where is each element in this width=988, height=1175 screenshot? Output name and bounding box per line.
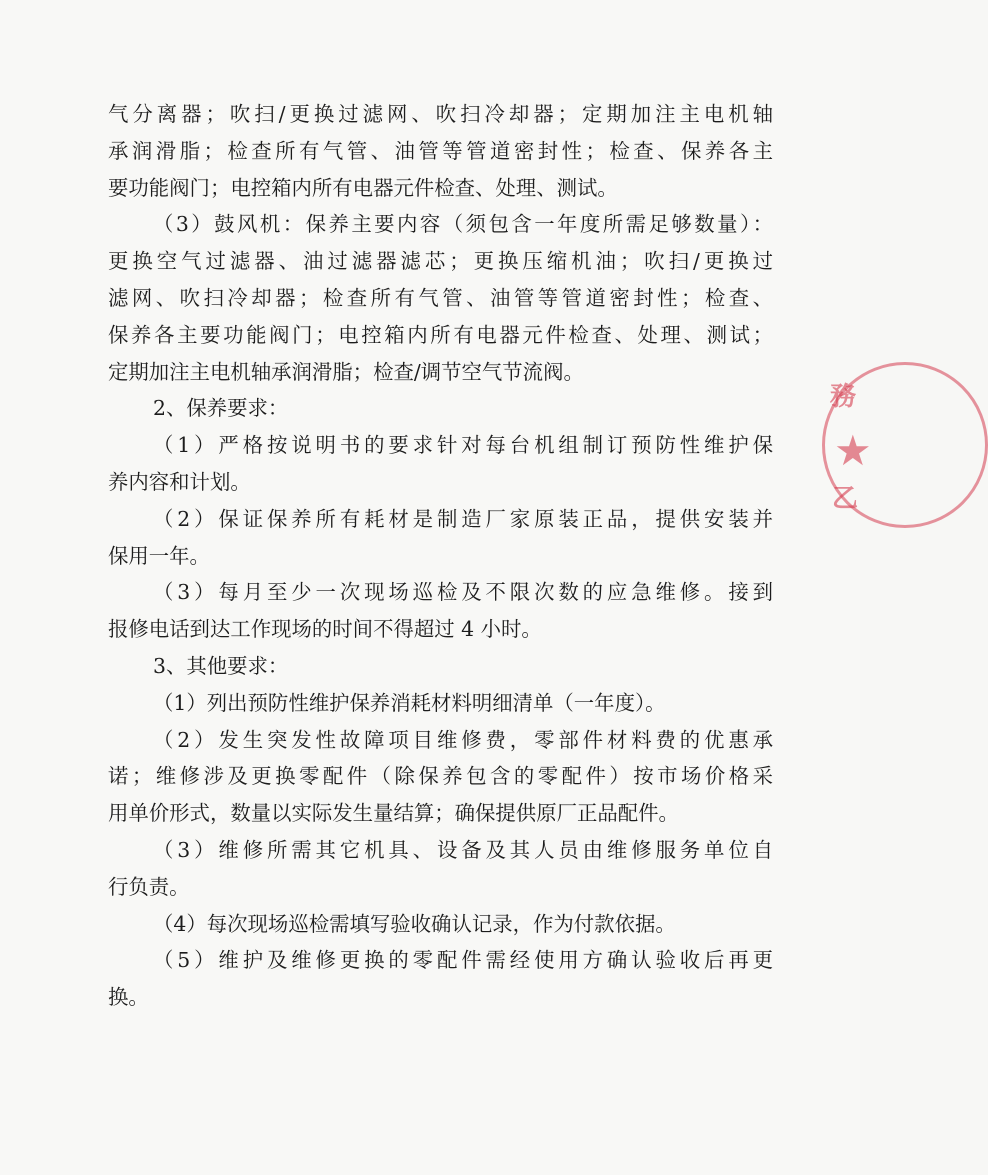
body-line: （5）维护及维修更换的零配件需经使用方确认验收后再更 (153, 948, 773, 973)
seal-star-icon: ★ (834, 426, 872, 475)
seal-char: 務 (830, 382, 857, 412)
seal-char: 乙 (832, 484, 859, 514)
body-line: （3）鼓风机：保养主要内容（须包含一年度所需足够数量）： (153, 212, 773, 237)
body-line: 养内容和计划。 (108, 469, 251, 494)
body-line: （3）维修所需其它机具、设备及其人员由维修服务单位自 (153, 837, 773, 862)
body-line: 滤网、吹扫冷却器；检查所有气管、油管等管道密封性；检查、 (108, 285, 773, 310)
body-line: 要功能阀门；电控箱内所有电器元件检查、处理、测试。 (108, 175, 618, 200)
body-line: （4）每次现场巡检需填写验收确认记录，作为付款依据。 (153, 911, 676, 936)
body-line: （2）保证保养所有耗材是制造厂家原装正品，提供安装并 (153, 506, 773, 531)
document-body (108, 96, 773, 1016)
body-line: 换。 (108, 985, 149, 1010)
body-line: 气分离器；吹扫/更换过滤网、吹扫冷却器；定期加注主电机轴 (108, 102, 773, 126)
body-line: 保养各主要功能阀门；电控箱内所有电器元件检查、处理、测试； (108, 322, 773, 347)
body-line: （3）每月至少一次现场巡检及不限次数的应急维修。接到 (153, 580, 773, 605)
body-line: （2）发生突发性故障项目维修费，零部件材料费的优惠承 (153, 727, 773, 752)
body-line: 保用一年。 (108, 543, 210, 568)
body-line: 承润滑脂；检查所有气管、油管等管道密封性；检查、保养各主 (108, 138, 773, 163)
body-line: 用单价形式，数量以实际发生量结算；确保提供原厂正品配件。 (108, 801, 679, 826)
body-line: 定期加注主电机轴承润滑脂；检查/调节空气节流阀。 (108, 359, 584, 384)
official-seal-fragment (822, 362, 882, 542)
body-line: 报修电话到达工作现场的时间不得超过 4 小时。 (108, 617, 542, 642)
section-heading: 3、其他要求： (153, 653, 289, 678)
body-line: （1）严格按说明书的要求针对每台机组制订预防性维护保 (153, 433, 773, 458)
section-heading: 2、保养要求： (153, 396, 289, 421)
body-line: 诺；维修涉及更换零配件（除保养包含的零配件）按市场价格采 (108, 764, 773, 789)
body-line: 行负责。 (108, 874, 190, 899)
body-line: 更换空气过滤器、油过滤器滤芯；更换压缩机油；吹扫/更换过 (108, 249, 773, 274)
body-line: （1）列出预防性维护保养消耗材料明细清单（一年度）。 (153, 690, 666, 715)
